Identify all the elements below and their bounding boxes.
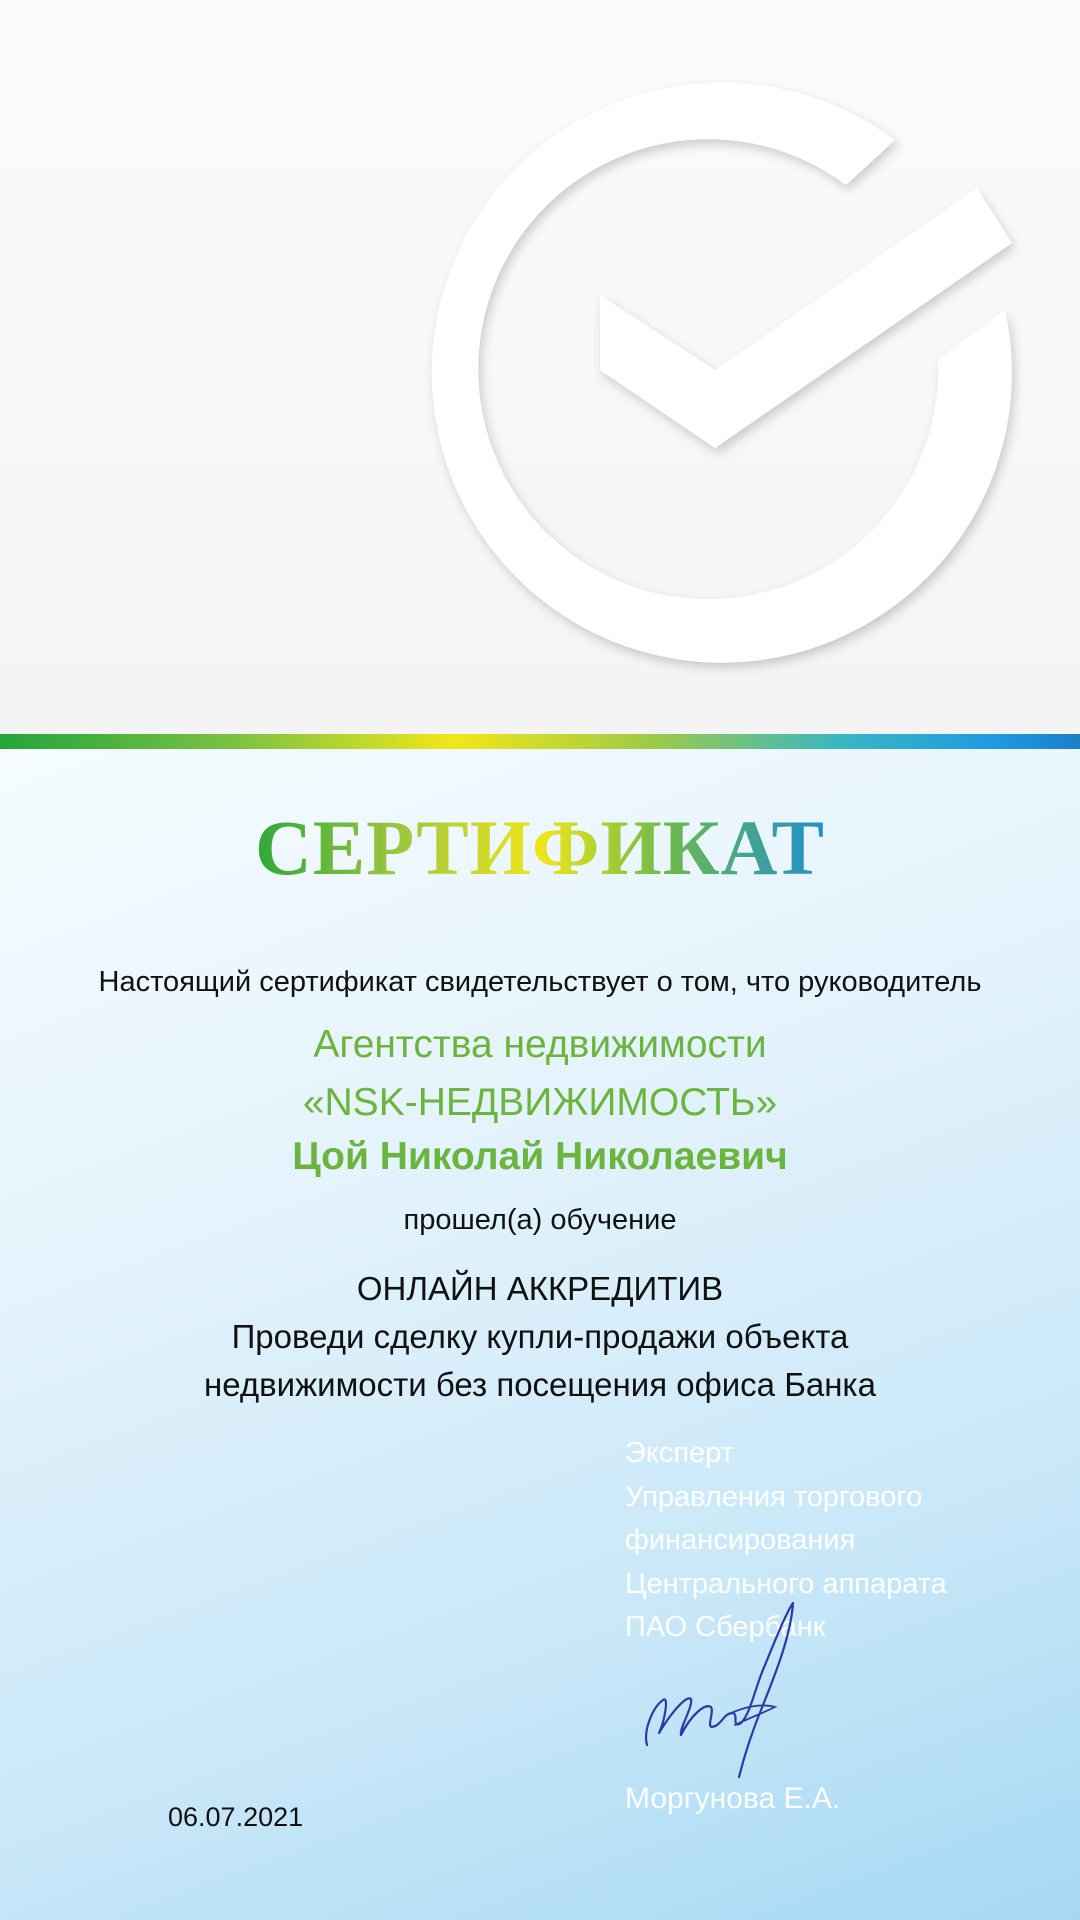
handwritten-signature	[635, 1595, 815, 1785]
signatory-position-line: финансирования	[625, 1524, 856, 1556]
certificate-title	[0, 800, 1080, 890]
signatory-position-line: ПАО Сбербанк	[625, 1611, 826, 1643]
certificate-title-text: СЕРТИФИКАТ	[255, 804, 825, 890]
gradient-divider	[0, 734, 1080, 749]
recipient-name: Цой Николай Николаевич	[292, 1135, 788, 1178]
organization-line: Агентства недвижимости	[313, 1023, 767, 1066]
sber-emblem-icon	[410, 60, 1030, 680]
completion-text: прошел(а) обучение	[403, 1204, 677, 1236]
signatory-name: Моргунова Е.А.	[625, 1782, 841, 1815]
intro-text: Настоящий сертификат свидетельствует о том, что руководитель	[98, 966, 982, 998]
emblem-background	[0, 0, 1080, 735]
course-line: Проведи сделку купли-продажи объекта	[231, 1318, 849, 1355]
organization-line: «NSK-НЕДВИЖИМОСТЬ»	[302, 1081, 778, 1124]
signatory-position-line: Центрального аппарата	[625, 1567, 947, 1600]
signatory-position-line: Управления торгового	[625, 1480, 923, 1513]
signatory-position-line: Эксперт	[625, 1437, 734, 1469]
course-line: ОНЛАЙН АККРЕДИТИВ	[356, 1270, 724, 1307]
course-line: недвижимости без посещения офиса Банка	[204, 1366, 876, 1403]
certificate-title-graphic	[230, 800, 850, 890]
certificate-date: 06.07.2021	[168, 1802, 304, 1832]
organization-name	[0, 1016, 1080, 1132]
course-title	[0, 1265, 1080, 1409]
